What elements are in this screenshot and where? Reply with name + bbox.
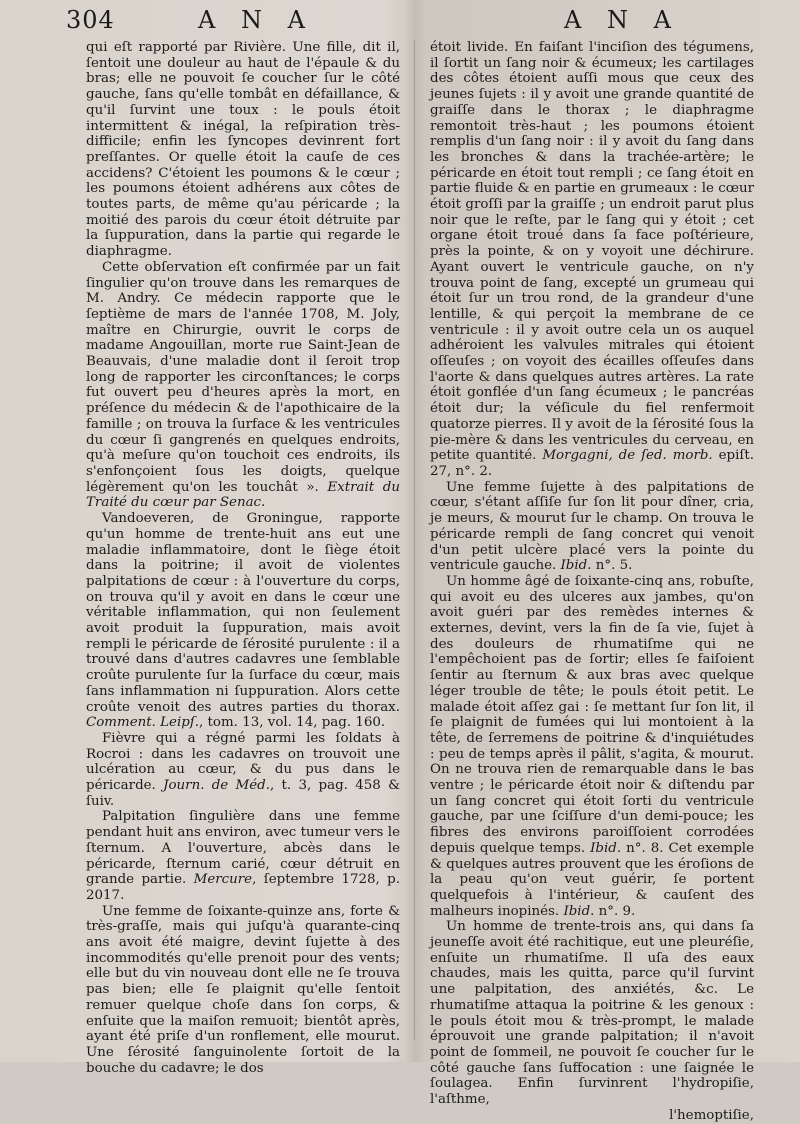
- citation-text: Ibid.: [563, 903, 595, 919]
- paragraph-text: , tom. 13, vol. 14, pag. 160.: [199, 715, 386, 731]
- paragraph: [86, 731, 400, 810]
- citation-text: Mercure: [193, 872, 253, 888]
- paragraph-text: epiſt. 27, n°. 2.: [430, 448, 754, 479]
- citation-text: Comment. Leipſ.: [86, 715, 200, 731]
- paragraph-text: Un homme âgé de ſoixante-cinq ans, robuſte, qui avoit eu des ulceres aux jambes, qu'on avoit guéri par des remèdes internes & externes, devint, vers la fin de ſa vie, ſujet à des douleurs de rhumatiſme qui ne l'empêchoient pas de ſortir; elles ſe faiſoient ſentir au ſternum & aux bras avec quelque léger trouble de tête; le pouls étoit petit. Le malade étoit aſſez gai : ſe mettant ſur ſon lit, il ſe plaignit de fumées qui lui montoient à la tête, de ſerremens de poitrine & d'inquiétudes : peu de temps après il pâlit, s'agita, & mourut. On ne trouva rien de remarquable dans le bas ventre ; le péricarde étoit noir & diſtendu par un ſang concret qui étoit ſorti du ventricule gauche, par une ſciſſure d'un demi-pouce; les fibres des environs paroiſſoient corrodées depuis quelque temps.: [430, 573, 754, 856]
- citation-text: Ibid.: [590, 840, 622, 856]
- paragraph: [430, 40, 754, 480]
- paragraph-text: étoit livide. En faiſant l'inciſion des tégumens, il ſortit un ſang noir & écumeux; les cartilages des côtes étoient auſſi mous que ceux des jeunes ſujets : il y avoit une grande quantité de graiſſe dans le thorax ; le diaphragme remontoit très-haut ; les poumons étoient remplis d'un ſang noir : il y avoit du ſang dans les bronches & dans la trachée-artère; le péricarde en étoit tout rempli ; ce ſang étoit en partie fluide & en partie en grumeaux : le cœur étoit groſſi par la graiſſe ; un endroit parut plus noir que le reſte, par le ſang qui y étoit ; cet organe étoit troué dans ſa face poſtérieure, près la pointe, & on y voyoit une déchirure. Ayant ouvert le ventricule gauche, on n'y trouva point de ſang, excepté un grumeau qui étoit ſur un trou rond, de la grandeur d'une lentille, & qui perçoit la membrane de ce ventricule : il y avoit outre cela un os auquel adhéroient les valvules mitrales qui étoient oſſeuſes ; on voyoit des écailles oſſeuſes dans l'aorte & dans quelques autres artères. La rate étoit gonflée d'un ſang écumeux ; le pancréas étoit dur; la véſicule du fiel renfermoit quatorze pierres. Il y avoit de la ſérosité ſous la pie-mère & dans les ventricules du cerveau, en petite quantité.: [430, 40, 754, 464]
- paragraph-text: Fièvre qui a régné parmi les ſoldats à Rocroi : dans les cadavres on trouvoit une ulcération au cœur, & du pus dans le péricarde.: [86, 730, 400, 794]
- page-header: [0, 4, 800, 38]
- left-column: [86, 40, 400, 1076]
- paragraph: [430, 574, 754, 919]
- paragraph-text: Palpitation ſingulière dans une femme pendant huit ans environ, avec tumeur vers le ſternum. A l'ouverture, abcès dans le péricarde, ſternum carié, cœur détruit en grande partie.: [86, 809, 400, 888]
- paragraph-text: Un homme de trente-trois ans, qui dans ſa jeuneſſe avoit été rachitique, eut une pleuréſie, enſuite un rhumatiſme. Il uſa des eaux chaudes, mais les quitta, parce qu'il ſurvint une palpitation, des anxiétés, &c. Le rhumatiſme attaqua la poitrine & les genoux : le pouls étoit mou & très-prompt, le malade éprouvoit une grande palpitation; il n'avoit point de ſommeil, ne pouvoit ſe coucher ſur le côté gauche ſans ſuffocation : une ſaignée le ſoulagea. Enfin ſurvinrent l'hydropiſie, l'aſthme,: [430, 919, 754, 1108]
- page-number: 304: [66, 6, 115, 34]
- paragraph-text: , ſeptembre 1728, p. 2017.: [86, 872, 400, 903]
- paragraph: [86, 809, 400, 903]
- paragraph-text: , t. 3, pag. 458 & ſuiv.: [86, 778, 400, 809]
- citation-text: Journ. de Méd.: [163, 778, 270, 794]
- citation-text: Extrait du Traité du cœur par Senac.: [86, 479, 400, 511]
- paragraph-text: Une femme de ſoixante-quinze ans, forte & très-graſſe, mais qui juſqu'à quarante-cinq ans avoit été maigre, devint ſujette à des incommodités qu'elle prenoit pour des vents; elle but du vin nouveau dont elle ne ſe trouva pas bien; elle ſe plaignit qu'elle ſentoit remuer quelque choſe dans ſon corps, & enſuite que la maiſon remuoit; bientôt après, ayant été priſe d'un ronflement, elle mourut. Une ſérosité ſanguinolente ſortoit de la bouche du cadavre; le dos: [86, 903, 400, 1076]
- paragraph: [86, 511, 400, 731]
- paragraph-text: Vandoeveren, de Groningue, rapporte qu'un homme de trente-huit ans eut une maladie inflammatoire, dont le ſiège étoit dans la poitrine; il avoit de violentes palpitations de cœur : à l'ouverture du corps, on trouva qu'il y avoit en dans le cœur une véritable inflammation, qui non ſeulement avoit produit la ſuppuration, mais avoit rempli le péricarde de ſérosité purulente : il a trouvé dans d'autres cadavres une ſemblable croûte purulente ſur la ſurface du cœur, mais ſans inflammation ni ſuppuration. Alors cette croûte venoit des autres parties du thorax.: [86, 511, 400, 715]
- paragraph: [86, 904, 400, 1077]
- paragraph-text: n°. 8. Cet exemple & quelques autres prouvent que les éroſions de la peau qu'on veut guérir, ſe portent quelquefois à l'intérieur, & cauſent des malheurs inopinés.: [430, 840, 754, 919]
- paragraph-text: qui eſt rapporté par Rivière. Une fille, dit il, ſentoit une douleur au haut de l'épaule & du bras; elle ne pouvoit ſe coucher ſur le côté gauche, ſans qu'elle tombât en défaillance, & qu'il ſurvint une toux : le pouls étoit intermittent & inégal, la reſpiration très-difficile; enfin les ſyncopes devinrent fort preſſantes. Or quelle étoit la cauſe de ces accidens? C'étoient les poumons & le cœur ; les poumons étoient adhérens aux côtes de toutes parts, de même qu'au péricarde ; la moitié des parois du cœur étoit détruite par la ſuppuration, dans la partie qui regarde le diaphragme.: [86, 40, 400, 260]
- paragraph-text: Une femme ſujette à des palpitations de cœur, s'étant aſſiſe ſur ſon lit pour dîner, cria, je meurs, & mourut ſur le champ. On trouva le péricarde rempli de ſang concret qui venoit d'un petit ulcère placé vers la pointe du ventricule gauche.: [430, 479, 754, 574]
- gutter-shadow: [405, 0, 425, 1062]
- citation-text: Morgagni, de ſed. morb.: [542, 448, 713, 464]
- running-head-right: A N A: [564, 6, 680, 34]
- running-head-left: A N A: [198, 6, 314, 34]
- catchword: l'hemoptiſie,: [669, 1107, 754, 1123]
- right-column: [430, 40, 754, 1124]
- column-divider: [414, 40, 415, 1040]
- paragraph: [86, 40, 400, 260]
- paragraph: [430, 480, 754, 574]
- paragraph-text: Cette obſervation eſt confirmée par un fait ſingulier qu'on trouve dans les remarques de M. Andry. Ce médecin rapporte que le ſeptième de mars de l'année 1708, M. Joly, maître en Chirurgie, ouvrit le corps de madame Angouillan, morte rue Saint-Jean de Beauvais, d'une maladie dont il ſeroit trop long de rapporter les circonſtances; le corps fut ouvert peu d'heures après la mort, en préſence du médecin & de l'apothicaire de la famille ; on trouva la ſurface & les ventricules du cœur ſi gangrenés en quelques endroits, qu'à meſure qu'on touchoit ces endroits, ils s'enfonçoient ſous les doigts, quelque légèrement qu'on les touchât ».: [86, 259, 400, 495]
- paragraph-text: n°. 5.: [591, 558, 633, 574]
- paragraph: [430, 919, 754, 1107]
- citation-text: Ibid.: [560, 558, 592, 574]
- paragraph-text: n°. 9.: [594, 903, 636, 919]
- paragraph: [86, 260, 400, 511]
